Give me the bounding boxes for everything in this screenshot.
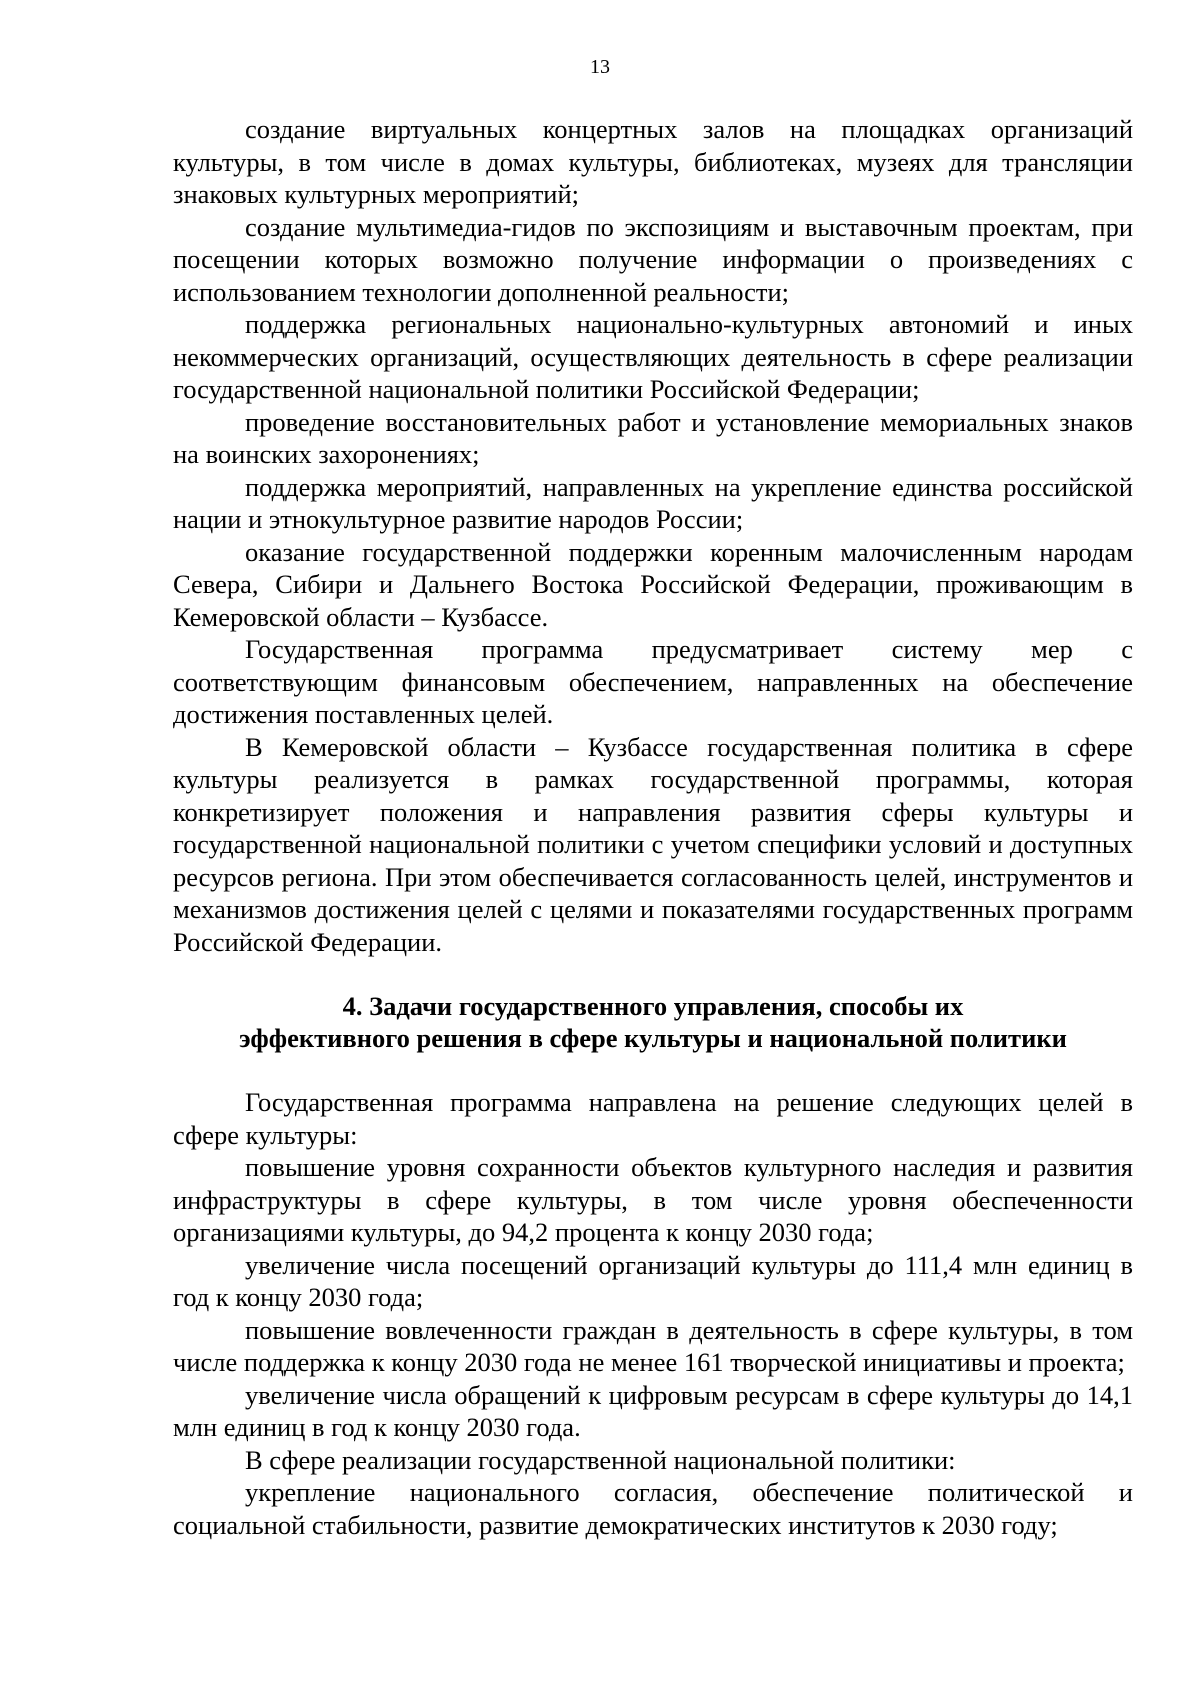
- list-item-citizen-engagement: повышение вовлеченности граждан в деятельность в сфере культуры, в том числе поддержка к концу 2030 года не менее 161 творческой инициативы и проекта;: [173, 1314, 1133, 1377]
- section-heading: [173, 990, 1133, 1054]
- list-item-multimedia-guides: создание мультимедиа-гидов по экспозициям и выставочным проектам, при посещении которых возможно получение информации о произведениях с использованием технологии дополненной реальности;: [173, 211, 1133, 307]
- list-item-virtual-concert-halls: создание виртуальных концертных залов на площадках организаций культуры, в том числе в домах культуры, библиотеках, музеях для трансляции знаковых культурных мероприятий;: [173, 114, 1133, 209]
- paragraph-national-policy: В сфере реализации государственной национальной политики:: [245, 1444, 956, 1475]
- list-item-heritage-preservation: повышение уровня сохранности объектов культурного наследия и развития инфраструктуры в сфере культуры, в том числе уровня обеспеченности организациями культуры, до 94,2 процента к концу 2030 года;: [173, 1152, 1133, 1247]
- list-item-national-accord: укрепление национального согласия, обеспечение политической и социальной стабильности, развитие демократических институтов к 2030 году;: [173, 1477, 1133, 1540]
- list-item-unity-events: поддержка мероприятий, направленных на укрепление единства российской нации и этнокультурное развитие народов России;: [173, 471, 1133, 534]
- section-heading-line-2: эффективного решения в сфере культуры и национальной политики: [239, 1023, 1067, 1053]
- page-number: 13: [590, 56, 610, 78]
- section-heading-line-1: 4. Задачи государственного управления, способы их: [342, 991, 964, 1021]
- list-item-indigenous-support: оказание государственной поддержки коренным малочисленным народам Севера, Сибири и Дальнего Востока Российской Федерации, проживающим в Кемеровской области – Кузбассе.: [173, 536, 1133, 632]
- list-item-visits-increase: увеличение числа посещений организаций культуры до 111,4 млн единиц в год к концу 2030 года;: [173, 1249, 1133, 1312]
- document-body: [173, 113, 1133, 1541]
- list-item-autonomies-support: поддержка региональных национально-культурных автономий и иных некоммерческих организаций, осуществляющих деятельность в сфере реализации государственной национальной политики Российской Федерации;: [173, 309, 1133, 404]
- list-item-memorial-works: проведение восстановительных работ и установление мемориальных знаков на воинских захоронениях;: [173, 406, 1133, 469]
- paragraph-program-goals: Государственная программа направлена на решение следующих целей в сфере культуры:: [173, 1087, 1133, 1150]
- paragraph-program-measures: Государственная программа предусматривает систему мер с соответствующим финансовым обеспечением, направленных на обеспечение достижения поставленных целей.: [173, 634, 1133, 729]
- paragraph-regional-policy: В Кемеровской области – Кузбассе государственная политика в сфере культуры реализуется в рамках государственной программы, которая конкретизирует положения и направления развития сферы культуры и государственной национальной политики с учетом специфики условий и доступных ресурсов региона. При этом обеспечивается согласованность целей, инструментов и механизмов достижения целей с целями и показателями государственных программ Российской Федерации.: [173, 731, 1133, 957]
- heading-spacer: [173, 1054, 1133, 1086]
- list-item-digital-resources: увеличение числа обращений к цифровым ресурсам в сфере культуры до 14,1 млн единиц в год к концу 2030 года.: [173, 1379, 1133, 1442]
